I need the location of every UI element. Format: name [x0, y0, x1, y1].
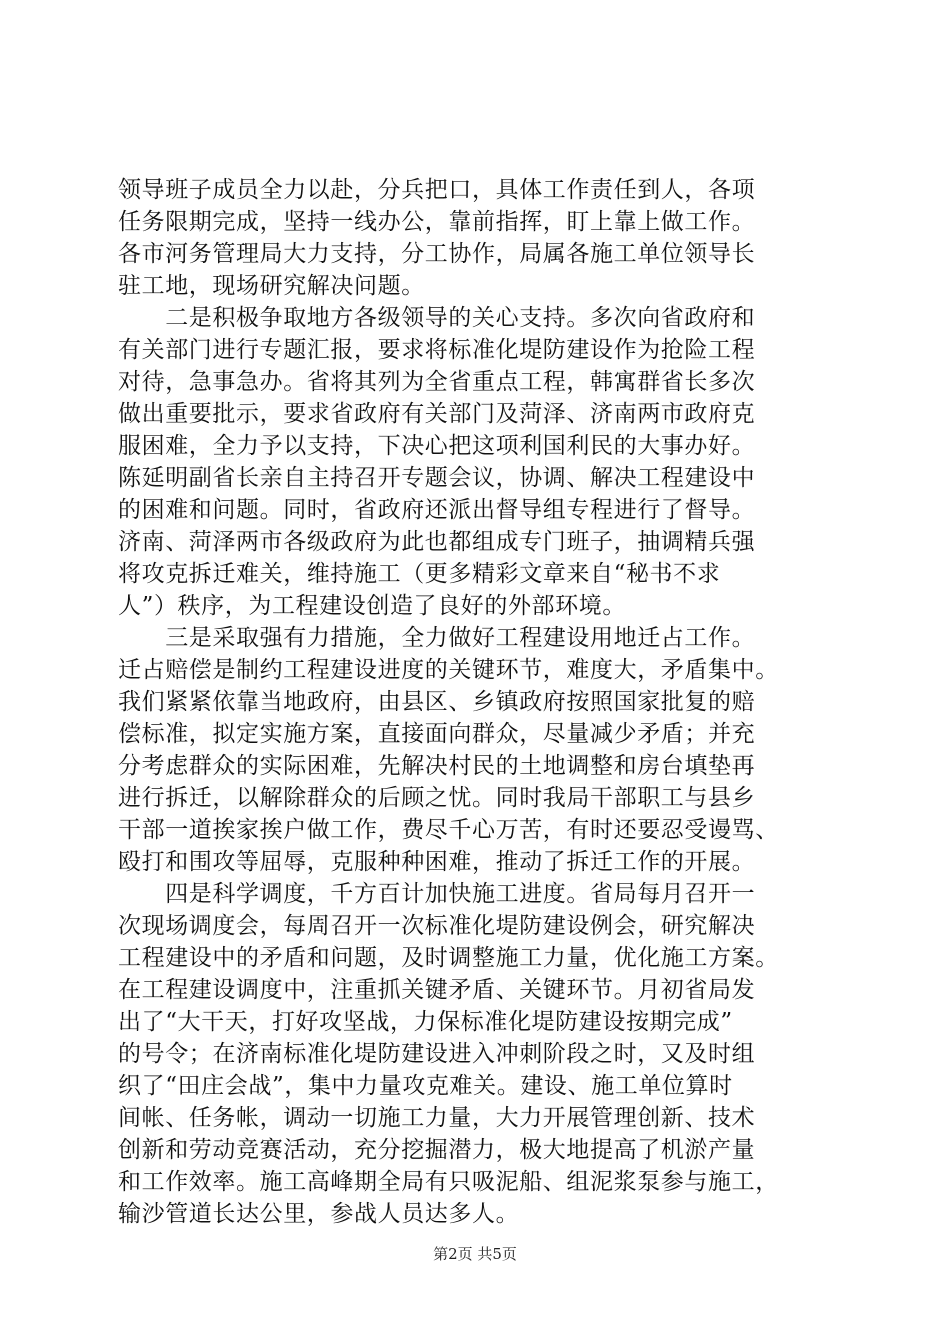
- body-line: 输沙管道长达公里，参战人员达多人。: [118, 1201, 520, 1227]
- body-line: 驻工地，现场研究解决问题。: [118, 273, 425, 299]
- body-line: 和工作效率。施工高峰期全局有只吸泥船、组泥浆泵参与施工，: [118, 1169, 779, 1195]
- body-line: 做出重要批示，要求省政府有关部门及菏泽、济南两市政府克: [118, 401, 756, 427]
- body-line: 对待，急事急办。省将其列为全省重点工程，韩寓群省长多次: [118, 369, 756, 395]
- body-line: 织了“田庄会战”，集中力量攻克难关。建设、施工单位算时: [118, 1073, 733, 1099]
- body-line: 我们紧紧依靠当地政府，由县区、乡镇政府按照国家批复的赔: [118, 689, 756, 715]
- body-line: 间帐、任务帐，调动一切施工力量，大力开展管理创新、技术: [118, 1105, 756, 1131]
- body-line: 服困难，全力予以支持，下决心把这项利国利民的大事办好。: [118, 433, 756, 459]
- body-line: 济南、菏泽两市各级政府为此也都组成专门班子，抽调精兵强: [118, 529, 756, 555]
- body-line: 任务限期完成，坚持一线办公，靠前指挥，盯上靠上做工作。: [118, 209, 756, 235]
- body-line: 殴打和围攻等屈辱，克服种种困难，推动了拆迁工作的开展。: [118, 849, 756, 875]
- body-line: 四是科学调度，千方百计加快施工进度。省局每月召开一: [118, 881, 756, 907]
- body-line: 将攻克拆迁难关，维持施工（更多精彩文章来自“秘书不求: [118, 561, 721, 587]
- body-line: 陈延明副省长亲自主持召开专题会议，协调、解决工程建设中: [118, 465, 756, 491]
- body-line: 偿标准，拟定实施方案，直接面向群众，尽量减少矛盾；并充: [118, 721, 756, 747]
- body-line: 在工程建设调度中，注重抓关键矛盾、关键环节。月初省局发: [118, 977, 756, 1003]
- body-line: 次现场调度会，每周召开一次标准化堤防建设例会，研究解决: [118, 913, 756, 939]
- body-line: 领导班子成员全力以赴，分兵把口，具体工作责任到人，各项: [118, 177, 756, 203]
- document-body: [118, 174, 834, 1230]
- body-line: 工程建设中的矛盾和问题，及时调整施工力量，优化施工方案。: [118, 945, 779, 971]
- body-line: 进行拆迁，以解除群众的后顾之忧。同时我局干部职工与县乡: [118, 785, 756, 811]
- body-line: 干部一道挨家挨户做工作，费尽千心万苦，有时还要忍受谩骂、: [118, 817, 779, 843]
- body-line: 出了“大干天，打好攻坚战，力保标准化堤防建设按期完成”: [118, 1009, 733, 1035]
- body-line: 各市河务管理局大力支持，分工协作，局属各施工单位领导长: [118, 241, 756, 267]
- body-line: 分考虑群众的实际困难，先解决村民的土地调整和房台填垫再: [118, 753, 756, 779]
- body-line: 创新和劳动竞赛活动，充分挖掘潜力，极大地提高了机淤产量: [118, 1137, 756, 1163]
- body-line: 二是积极争取地方各级领导的关心支持。多次向省政府和: [118, 305, 756, 331]
- body-line: 三是采取强有力措施，全力做好工程建设用地迁占工作。: [118, 625, 756, 651]
- body-line: 人”）秩序，为工程建设创造了良好的外部环境。: [118, 593, 626, 619]
- body-line: 有关部门进行专题汇报，要求将标准化堤防建设作为抢险工程: [118, 337, 756, 363]
- body-line: 迁占赔偿是制约工程建设进度的关键环节，难度大，矛盾集中。: [118, 657, 779, 683]
- page-number-footer: 第2页 共5页: [433, 1245, 517, 1263]
- body-line: 的困难和问题。同时，省政府还派出督导组专程进行了督导。: [118, 497, 756, 523]
- body-line: 的号令；在济南标准化堤防建设进入冲刺阶段之时，又及时组: [118, 1041, 756, 1067]
